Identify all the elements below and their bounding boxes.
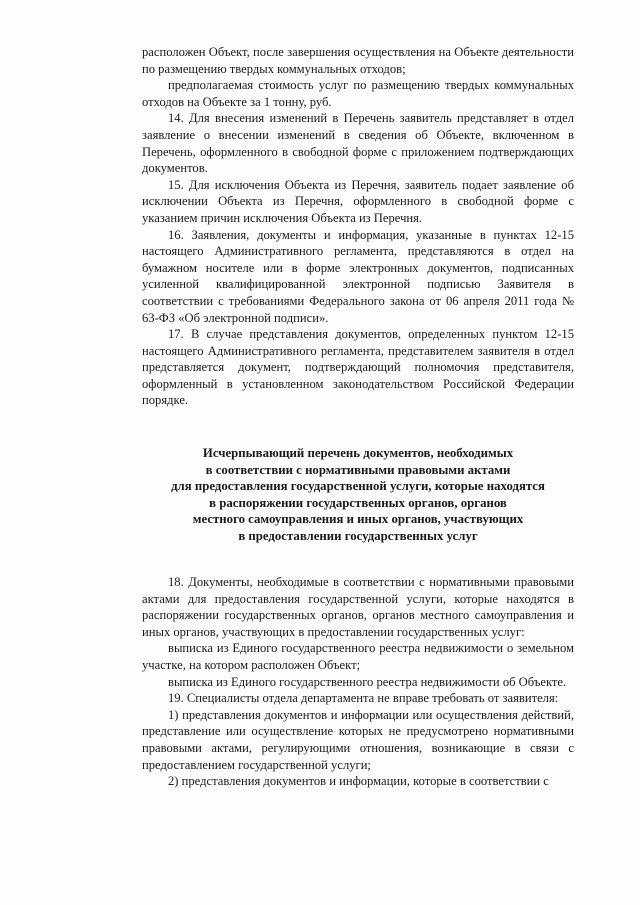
paragraph-19: 19. Специалисты отдела департамента не вправе требовать от заявителя: bbox=[168, 691, 559, 706]
paragraph-18-item-2: выписка из Единого государственного реестра недвижимости об Объекте. bbox=[168, 674, 567, 689]
heading-line: в распоряжении государственных органов, органов bbox=[209, 495, 507, 510]
intro-paragraph-2: предполагаемая стоимость услуг по размещению твердых коммунальных отходов на Объекте за 1 тонну, руб. bbox=[142, 78, 574, 109]
paragraph-18: 18. Документы, необходимые в соответствии с нормативными правовыми актами для предоставления государственной услуги, которые находятся в распоряжении государственных органов, органов местного самоуправления и иных органов, участвующих в предоставлении государственных услуг: bbox=[142, 575, 574, 639]
heading-line: местного самоуправления и иных органов, участвующих bbox=[192, 512, 524, 527]
paragraph-17: 17. В случае представления документов, определенных пунктом 12-15 настоящего Административного регламента, представителем заявителя в отдел представляется документ, подтверждающий полномочия представителя, оформленный в установленном законодательством Российской Федерации порядке. bbox=[142, 327, 574, 408]
paragraph-15: 15. Для исключения Объекта из Перечня, заявитель подает заявление об исключении Объекта из Перечня, оформленного в свободной форме с указанием причин исключения Объекта из Перечня. bbox=[142, 177, 574, 225]
heading-line: в соответствии с нормативными правовыми актами bbox=[205, 462, 511, 477]
paragraph-14: 14. Для внесения изменений в Перечень заявитель представляет в отдел заявление о внесении изменений в сведения об Объекте, включенном в Перечень, оформленного в свободной форме с приложением подтверждающих документов. bbox=[142, 111, 574, 176]
paragraph-19-item-2: 2) представления документов и информации, которые в соответствии с bbox=[168, 774, 549, 789]
heading-line: для предоставления государственной услуги, которые находятся bbox=[171, 479, 545, 494]
heading-line: в предоставлении государственных услуг bbox=[238, 528, 478, 543]
intro-paragraph-1: расположен Объект, после завершения осуществления на Объекте деятельности по размещению твердых коммунальных отходов; bbox=[142, 45, 574, 76]
paragraph-18-item-1: выписка из Единого государственного реестра недвижимости о земельном участке, на котором расположен Объект; bbox=[142, 641, 574, 673]
section-heading bbox=[142, 445, 574, 544]
paragraph-19-item-1: 1) представления документов и информации или осуществления действий, представление или осуществление которых не предусмотрено нормативными правовыми актами, регулирующими отношения, возникающие в связи с предоставлением государственной услуги; bbox=[142, 707, 574, 772]
document-body bbox=[142, 44, 574, 790]
heading-line: Исчерпывающий перечень документов, необходимых bbox=[202, 446, 514, 461]
paragraph-16: 16. Заявления, документы и информация, указанные в пунктах 12-15 настоящего Административного регламента, представляются в отдел на бумажном носителе или в форме электронных документов, подписанных усиленной квалифицированной электронной подписью Заявителя в соответствии с требованиями Федерального закона от 06 апреля 2011 года № 63-ФЗ «Об электронной подписи». bbox=[142, 227, 574, 325]
